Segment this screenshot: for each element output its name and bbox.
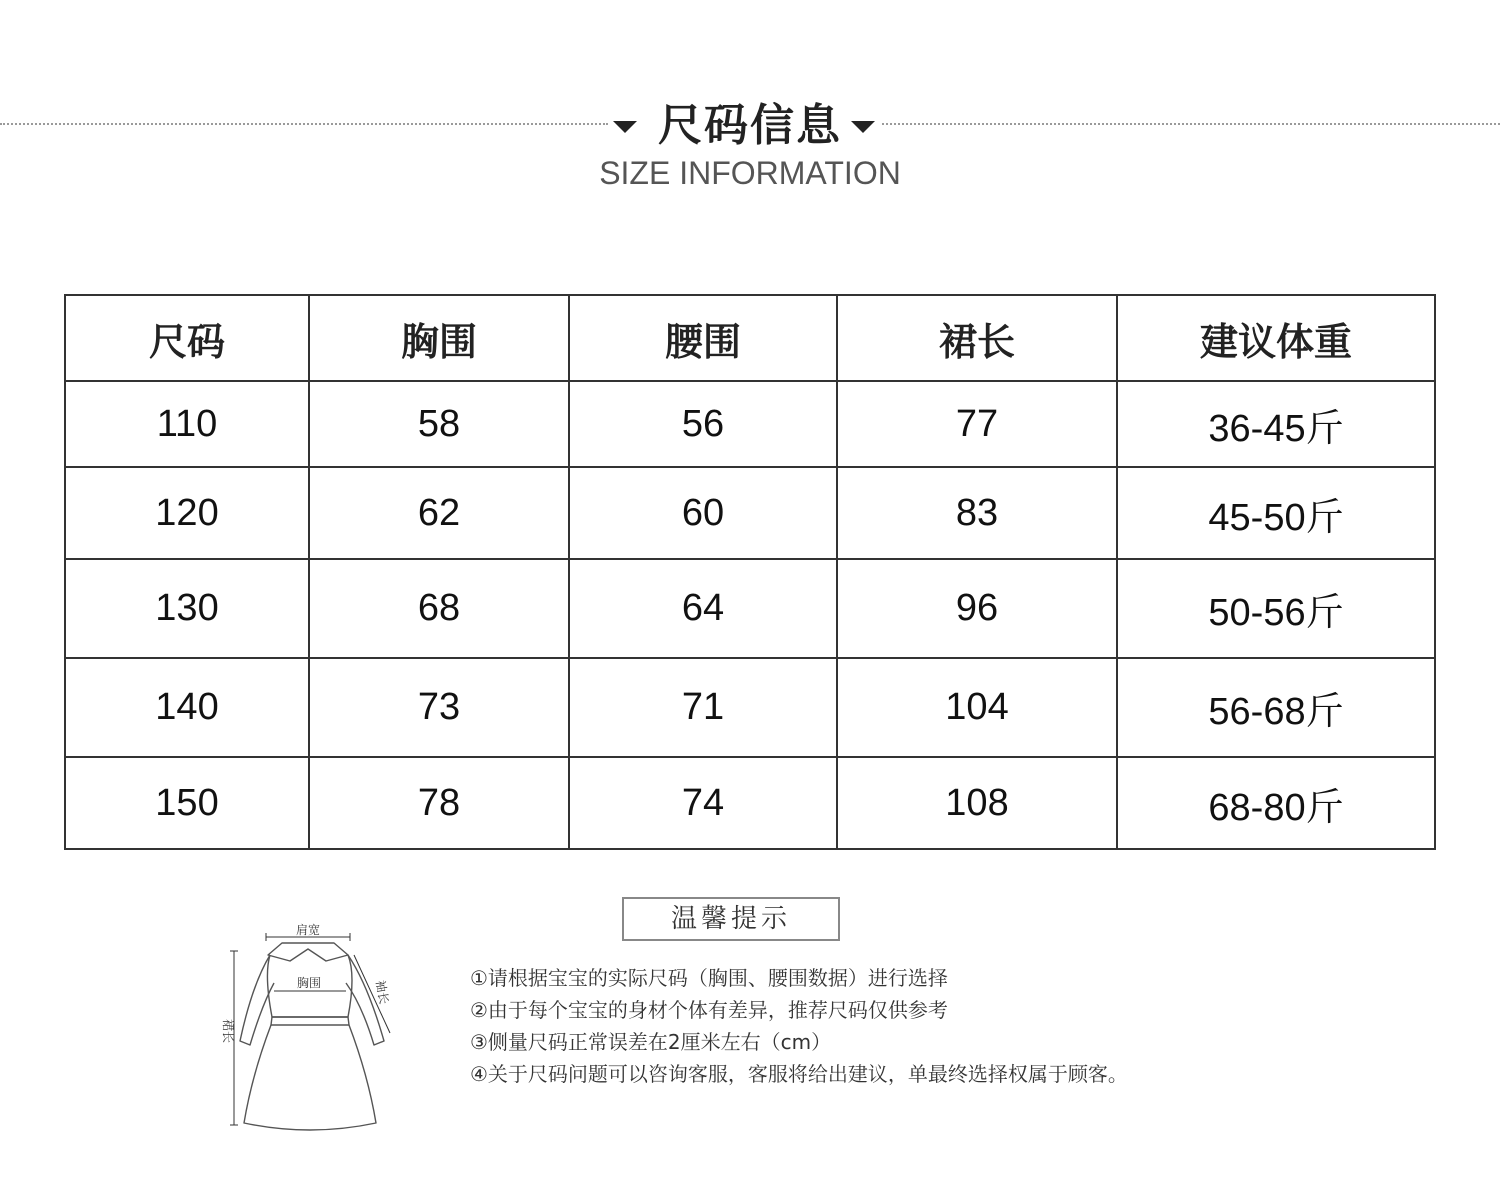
page-subtitle: SIZE INFORMATION: [599, 155, 901, 191]
list-item: ④关于尺码问题可以咨询客服，客服将给出建议，单最终选择权属于顾客。: [470, 1062, 1128, 1086]
shoulder-label: 肩宽: [295, 923, 321, 937]
chest-label: 胸围: [296, 976, 322, 990]
column-header: 胸围: [309, 295, 569, 381]
tips-list: [470, 962, 1128, 1090]
table-cell: 150: [65, 757, 309, 849]
table-cell: 36-45斤: [1117, 381, 1435, 467]
table-cell: 78: [309, 757, 569, 849]
table-cell: 68: [309, 559, 569, 658]
table-cell: 56: [569, 381, 837, 467]
list-item: ②由于每个宝宝的身材个体有差异，推荐尺码仅供参考: [470, 998, 948, 1022]
triangle-down-icon: [613, 121, 637, 133]
column-header: 建议体重: [1117, 295, 1435, 381]
table-cell: 60: [569, 467, 837, 559]
table-row: [65, 467, 1435, 559]
table-cell: 56-68斤: [1117, 658, 1435, 757]
table-cell: 68-80斤: [1117, 757, 1435, 849]
table-row: [65, 658, 1435, 757]
table-cell: 140: [65, 658, 309, 757]
length-label: 裙长: [221, 1019, 235, 1044]
table-cell: 71: [569, 658, 837, 757]
table-cell: 110: [65, 381, 309, 467]
list-item: ③侧量尺码正常误差在2厘米左右（cm）: [470, 1030, 832, 1054]
dress-diagram: [212, 915, 412, 1137]
table-cell: 45-50斤: [1117, 467, 1435, 559]
tips-title: 温馨提示: [622, 897, 840, 941]
table-cell: 62: [309, 467, 569, 559]
table-cell: 74: [569, 757, 837, 849]
column-header: 尺码: [65, 295, 309, 381]
table-row: [65, 381, 1435, 467]
table-cell: 130: [65, 559, 309, 658]
table-header-row: [65, 295, 1435, 381]
table-cell: 104: [837, 658, 1117, 757]
table-cell: 108: [837, 757, 1117, 849]
table-cell: 50-56斤: [1117, 559, 1435, 658]
table-row: [65, 559, 1435, 658]
table-cell: 96: [837, 559, 1117, 658]
table-cell: 77: [837, 381, 1117, 467]
divider-right: [882, 123, 1500, 125]
divider-left: [0, 123, 608, 125]
table-cell: 64: [569, 559, 837, 658]
table-cell: 73: [309, 658, 569, 757]
table-row: [65, 757, 1435, 849]
column-header: 腰围: [569, 295, 837, 381]
table-cell: 58: [309, 381, 569, 467]
size-table: [64, 294, 1436, 850]
sleeve-label: 袖长: [373, 979, 392, 1006]
list-item: ①请根据宝宝的实际尺码（胸围、腰围数据）进行选择: [470, 966, 948, 990]
page-title: 尺码信息: [658, 100, 842, 151]
column-header: 裙长: [837, 295, 1117, 381]
table-cell: 83: [837, 467, 1117, 559]
table-cell: 120: [65, 467, 309, 559]
